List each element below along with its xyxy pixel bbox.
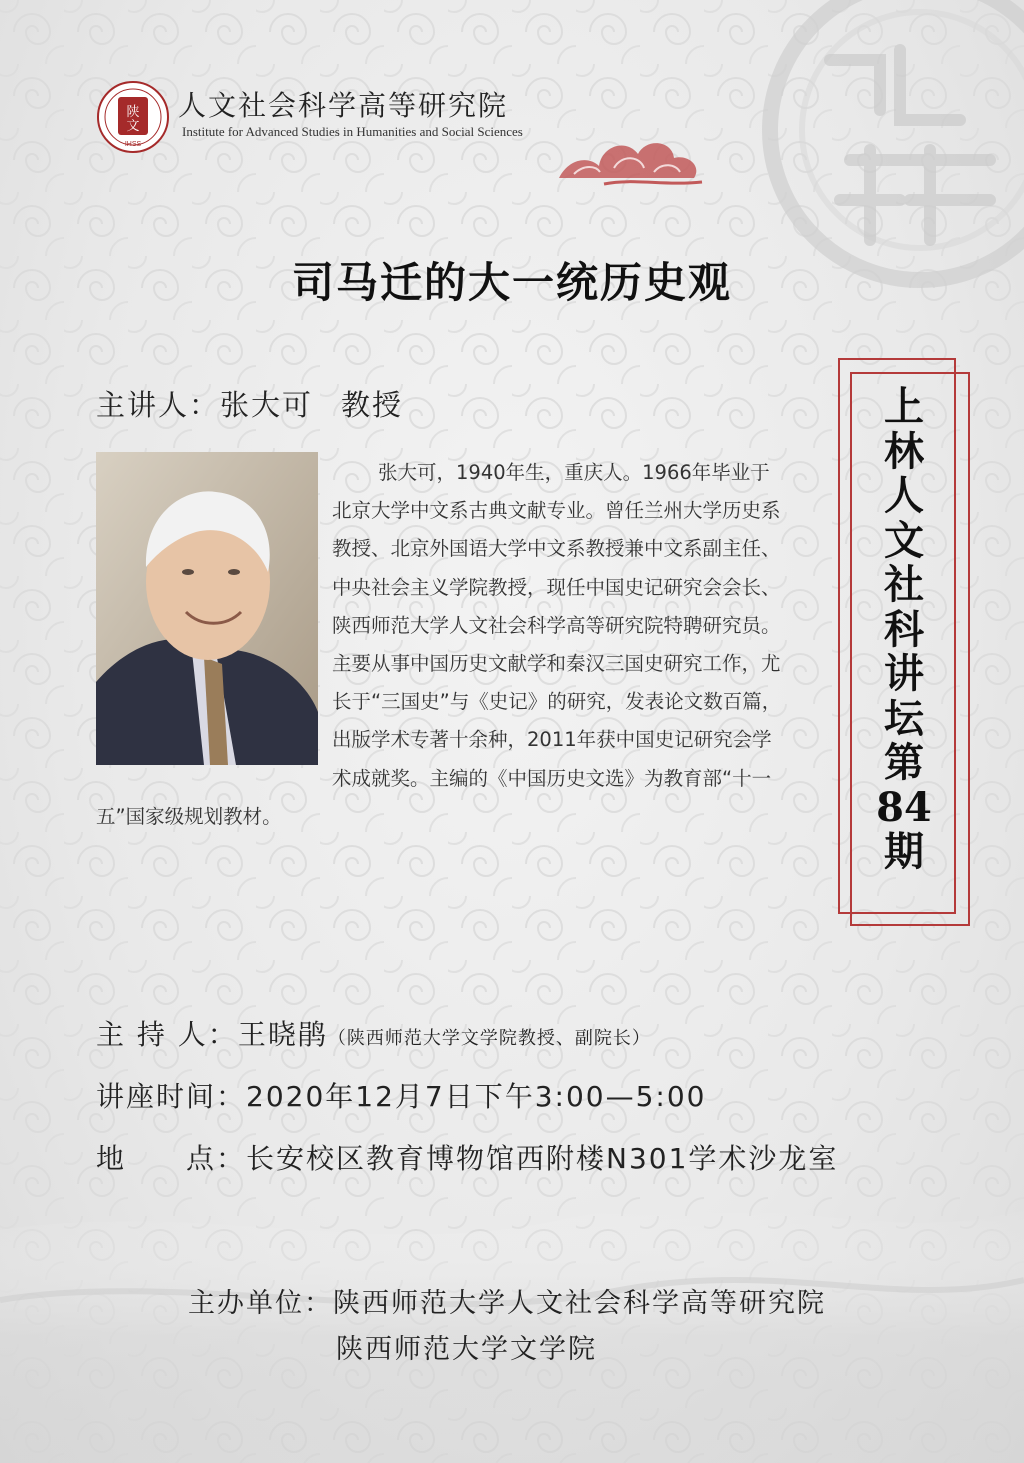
organizer-item: 陕西师范大学人文社会科学高等研究院 — [333, 1288, 826, 1319]
series-char: 林 — [884, 427, 924, 475]
institute-logo-seal — [96, 80, 170, 154]
series-char: 讲 — [884, 650, 924, 697]
place-label: 地 点： — [96, 1142, 247, 1175]
time-line — [96, 1075, 706, 1115]
speaker-label: 主讲人： — [96, 388, 221, 422]
series-char: 第 — [884, 739, 924, 786]
auspicious-cloud-icon — [554, 128, 704, 190]
organizer-item-second: 陕西师范大学文学院 — [336, 1334, 597, 1365]
place-value: 长安校区教育博物馆西附楼N301学术沙龙室 — [246, 1142, 839, 1175]
institute-name-cn: 人文社会科学高等研究院 — [178, 89, 509, 122]
time-label: 讲座时间： — [96, 1080, 247, 1113]
series-char: 坛 — [884, 694, 924, 742]
series-char: 科 — [884, 605, 924, 653]
institute-name-en: Institute for Advanced Studies in Humanities and Social Sciences — [182, 124, 523, 139]
speaker-rank: 教授 — [341, 388, 404, 422]
lecture-title: 司马迁的大一统历史观 — [291, 258, 732, 307]
host-line — [96, 1013, 651, 1053]
series-char: 文 — [884, 516, 924, 564]
host-note: （陕西师范大学文学院教授、副院长） — [327, 1028, 651, 1049]
series-issue-number: 84 — [876, 783, 932, 831]
series-char: 期 — [884, 828, 924, 875]
speaker-biography — [96, 454, 786, 836]
biography-text: 张大可，1940年生，重庆人。1966年毕业于北京大学中文系古典文献专业。曾任兰州大学历史系教授、北京外国语大学中文系教授兼中文系副主任、中央社会主义学院教授，现任中国史记研究会会长、陕西师范大学人文社会科学高等研究院特聘研究员。主要从事中国历史文献学和秦汉三国史研究工作，尤长于“三国史”与《史记》的研究，发表论文数百篇，出版学术专著十余种，2011年获中国史记研究会学术成就奖。主编的《中国历史文选》为教育部“十一五”国家级规划教材。 — [96, 461, 782, 828]
speaker-name: 张大可 — [220, 388, 314, 422]
place-line — [96, 1137, 838, 1177]
series-char: 人 — [884, 472, 924, 519]
series-char: 社 — [884, 561, 924, 608]
svg-text:IHSS: IHSS — [124, 141, 142, 148]
organizer-label: 主办单位： — [188, 1288, 333, 1319]
svg-text:文: 文 — [126, 119, 140, 134]
series-char: 上 — [884, 383, 924, 430]
organizer-line — [188, 1281, 826, 1320]
host-name: 王晓鹃 — [237, 1018, 328, 1051]
series-vertical-title — [838, 385, 970, 875]
speaker-line — [96, 383, 403, 424]
host-label: 主 持 人： — [96, 1018, 238, 1051]
svg-text:陕: 陕 — [126, 105, 140, 120]
time-value: 2020年12月7日下午3:00—5:00 — [246, 1080, 707, 1113]
